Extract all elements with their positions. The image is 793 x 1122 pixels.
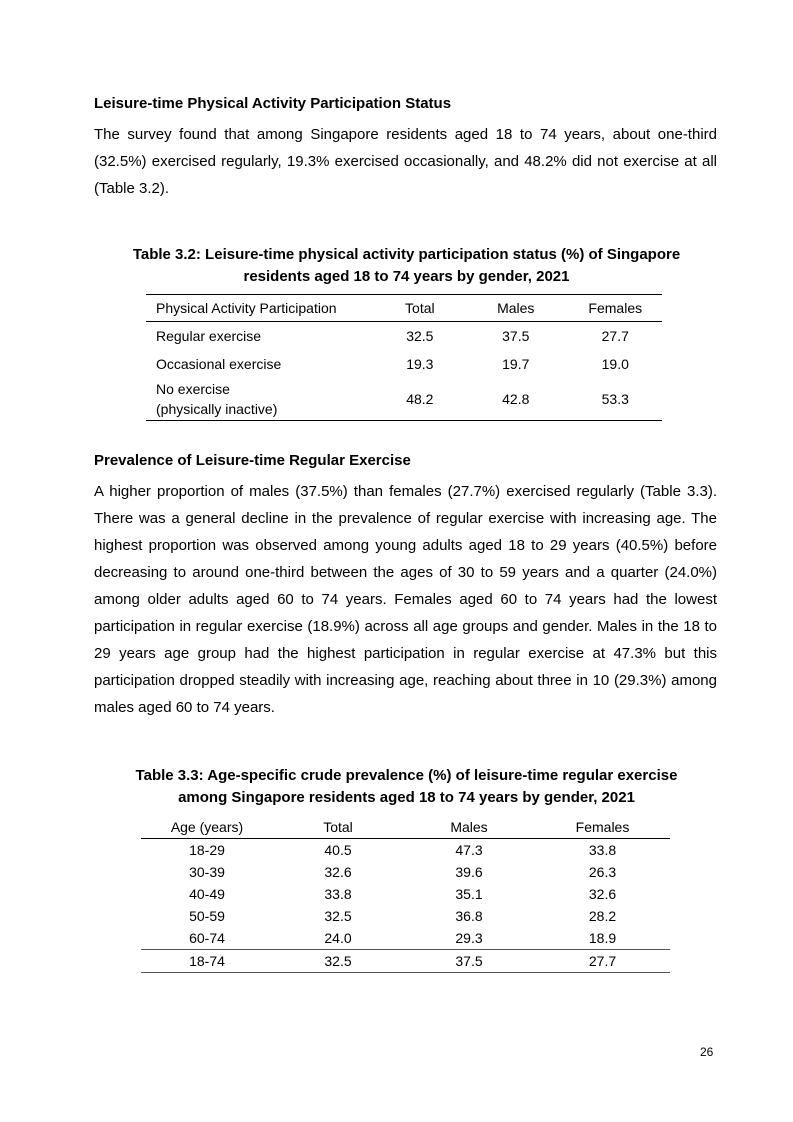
table-row: [146, 322, 662, 351]
table-cell: 18-74: [141, 950, 273, 973]
table-cell: 33.8: [588, 842, 617, 858]
table-cell: 28.2: [588, 908, 617, 924]
table-cell: Regular exercise: [156, 328, 262, 344]
column-header: Females: [535, 815, 670, 839]
table-cell: 33.8: [324, 886, 352, 902]
table-3-3-caption: [100, 765, 713, 809]
table-row: [141, 861, 670, 883]
table-cell: 40.5: [324, 842, 352, 858]
column-header: Males: [463, 295, 569, 322]
table-row: [141, 927, 670, 950]
table-cell: 37.5: [502, 328, 530, 344]
table-cell: Occasional exercise: [156, 356, 282, 372]
table-cell: 26.3: [588, 864, 617, 880]
table-header-row: [141, 815, 670, 839]
table-cell: 35.1: [455, 886, 483, 902]
table-cell: 53.3: [569, 378, 662, 421]
table-3-2-caption-line2: residents aged 18 to 74 years by gender, 2021: [243, 268, 570, 285]
table-3-2-caption: [100, 244, 713, 288]
table-cell: 36.8: [455, 908, 483, 924]
table-3-3: [141, 815, 670, 973]
table-cell: 19.7: [502, 356, 530, 372]
table-cell: 19.3: [406, 356, 434, 372]
column-header: Age (years): [141, 815, 273, 839]
table-cell: 19.0: [601, 356, 629, 372]
table-row: [146, 350, 662, 378]
table-cell: 27.7: [601, 328, 629, 344]
no-exercise-label-line2: (physically inactive): [156, 401, 278, 417]
table-cell: [146, 378, 377, 421]
table-cell: 50-59: [189, 908, 225, 924]
table-cell: 18-29: [189, 842, 225, 858]
table-cell: 40-49: [189, 886, 225, 902]
table-cell: 24.0: [324, 930, 352, 946]
table-cell: 27.7: [535, 950, 670, 973]
table-row: [146, 378, 662, 421]
table-cell: 32.5: [406, 328, 434, 344]
paragraph-participation-status: The survey found that among Singapore residents aged 18 to 74 years, about one-third (32.5%) exercised regularly, 19.3% exercised occasionally, and 48.2% did not exercise at all (Table 3.2).: [94, 126, 717, 197]
no-exercise-label-line1: No exercise: [156, 381, 230, 397]
table-row: [141, 883, 670, 905]
table-3-3-caption-line1: Table 3.3: Age-specific crude prevalence (%) of leisure-time regular exercise: [135, 767, 678, 784]
table-row: [141, 905, 670, 927]
paragraph-regular-exercise: A higher proportion of males (37.5%) than females (27.7%) exercised regularly (Table 3.3). There was a general decline in the prevalence of regular exercise with increasing age. The highest proportion was observed among young adults aged 18 to 29 years (40.5%) before decreasing to around one-third between the ages of 30 to 59 years and a quarter (24.0%) among older adults aged 60 to 74 years. Females aged 60 to 74 years had the lowest participation in regular exercise (18.9%) across all age groups and gender. Males in the 18 to 29 years age group had the highest participation in regular exercise at 47.3% but this participation dropped steadily with increasing age, reaching about three in 10 (29.3%) among males aged 60 to 74 years.: [94, 483, 717, 716]
column-header: Total: [273, 815, 403, 839]
table-cell: 18.9: [588, 930, 617, 946]
page-number: 26: [700, 1045, 714, 1059]
column-header: Total: [377, 295, 463, 322]
table-cell: 32.5: [324, 908, 352, 924]
table-header-row: [146, 295, 662, 322]
table-cell: 42.8: [463, 378, 569, 421]
table-cell: 48.2: [377, 378, 463, 421]
table-cell: 32.6: [588, 886, 617, 902]
column-header: Physical Activity Participation: [146, 295, 377, 322]
table-cell: 30-39: [189, 864, 225, 880]
table-row: [141, 839, 670, 862]
section-heading-regular-exercise: Prevalence of Leisure-time Regular Exercise: [94, 452, 411, 469]
table-total-row: [141, 950, 670, 973]
column-header: Females: [569, 295, 662, 322]
table-cell: 29.3: [455, 930, 483, 946]
table-cell: 60-74: [189, 930, 225, 946]
section-heading-participation-status: Leisure-time Physical Activity Participation Status: [94, 95, 452, 112]
table-cell: 37.5: [403, 950, 535, 973]
table-cell: 39.6: [455, 864, 483, 880]
table-cell: 32.5: [273, 950, 403, 973]
column-header: Males: [403, 815, 535, 839]
table-3-3-caption-line2: among Singapore residents aged 18 to 74 years by gender, 2021: [178, 789, 635, 806]
table-3-2: [146, 294, 662, 421]
table-3-2-caption-line1: Table 3.2: Leisure-time physical activity participation status (%) of Singapore: [132, 246, 681, 263]
table-cell: 47.3: [455, 842, 483, 858]
table-cell: 32.6: [324, 864, 352, 880]
